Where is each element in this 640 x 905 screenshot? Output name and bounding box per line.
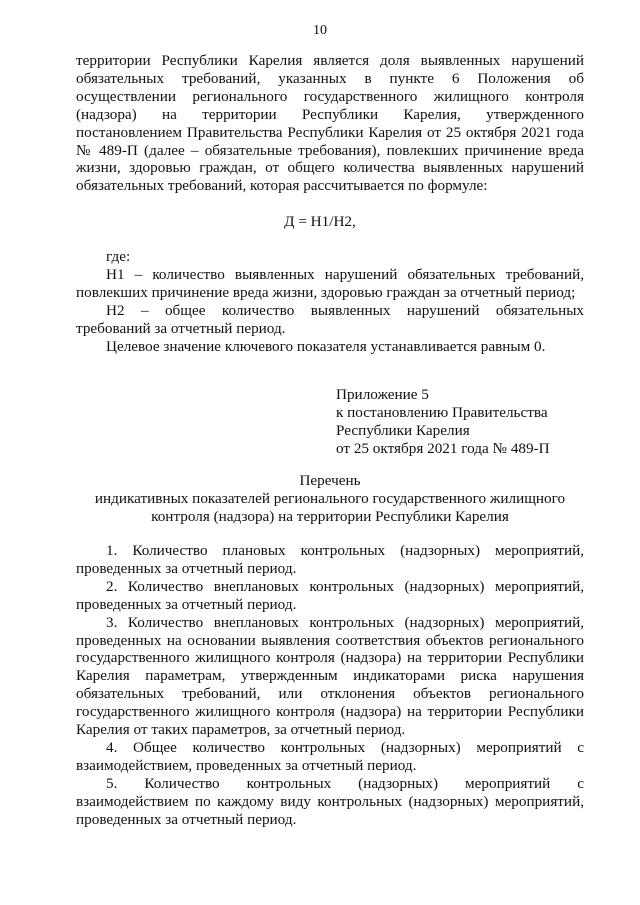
target-value-text: Целевое значение ключевого показателя устанавливается равным 0. xyxy=(106,337,546,355)
list-item: 3. Количество внеплановых контрольных (надзорных) мероприятий, проведенных на основании выявления соответствия объектов регионального государственного жилищного контроля (надзора) на территории Республики Карелия параметрам, утвержденным индикаторами риска нарушения обязательных требований, или отклонения объектов регионального государственного жилищного контроля (надзора) на территории Республики Карелия от таких параметров, за отчетный период. xyxy=(76,613,584,739)
list-item: 4. Общее количество контрольных (надзорных) мероприятий с взаимодействием, проведенных за отчетный период. xyxy=(76,738,584,774)
appendix-line: к постановлению Правительства xyxy=(336,404,548,421)
appendix-line: Республики Карелия xyxy=(336,422,470,439)
page-number: 10 xyxy=(313,23,327,38)
list-title-line: контроля (надзора) на территории Республики Карелия xyxy=(151,508,509,525)
definitions-section xyxy=(76,248,584,355)
where-label: где: xyxy=(106,248,131,265)
list-item: 2. Количество внеплановых контрольных (надзорных) мероприятий, проведенных за отчетный период. xyxy=(76,577,584,613)
indicator-list xyxy=(76,542,584,829)
intro-section xyxy=(76,52,584,195)
appendix-header xyxy=(336,386,596,458)
intro-paragraph: территории Республики Карелия является доля выявленных нарушений обязательных требований, указанных в пункте 6 Положения об осуществлении регионального государственного жилищного контроля (надзора) на территории Республики Карелия, утвержденного постановлением Правительства Республики Карелия от 25 октября 2021 года № 489-П (далее – обязательные требования), повлекших причинение вреда жизни, здоровью граждан, от общего количества выявленных нарушений обязательных требований, которая рассчитывается по формуле: xyxy=(76,52,584,195)
list-title-line: Перечень xyxy=(299,472,361,489)
list-item: 1. Количество плановых контрольных (надзорных) мероприятий, проведенных за отчетный период. xyxy=(76,542,584,577)
definition-h1: Н1 – количество выявленных нарушений обязательных требований, повлекших причинение вреда жизни, здоровью граждан за отчетный период; xyxy=(76,265,584,301)
list-title-line: индикативных показателей регионального государственного жилищного xyxy=(94,490,566,507)
list-title xyxy=(70,472,590,526)
formula: Д = Н1/Н2, xyxy=(284,213,356,230)
definition-h2: Н2 – общее количество выявленных нарушений обязательных требований за отчетный период. xyxy=(76,301,584,337)
appendix-line: Приложение 5 xyxy=(336,386,429,403)
appendix-line: от 25 октября 2021 года № 489-П xyxy=(336,440,550,457)
list-item: 5. Количество контрольных (надзорных) мероприятий с взаимодействием по каждому виду контрольных (надзорных) мероприятий, проведенных за отчетный период. xyxy=(76,774,584,828)
